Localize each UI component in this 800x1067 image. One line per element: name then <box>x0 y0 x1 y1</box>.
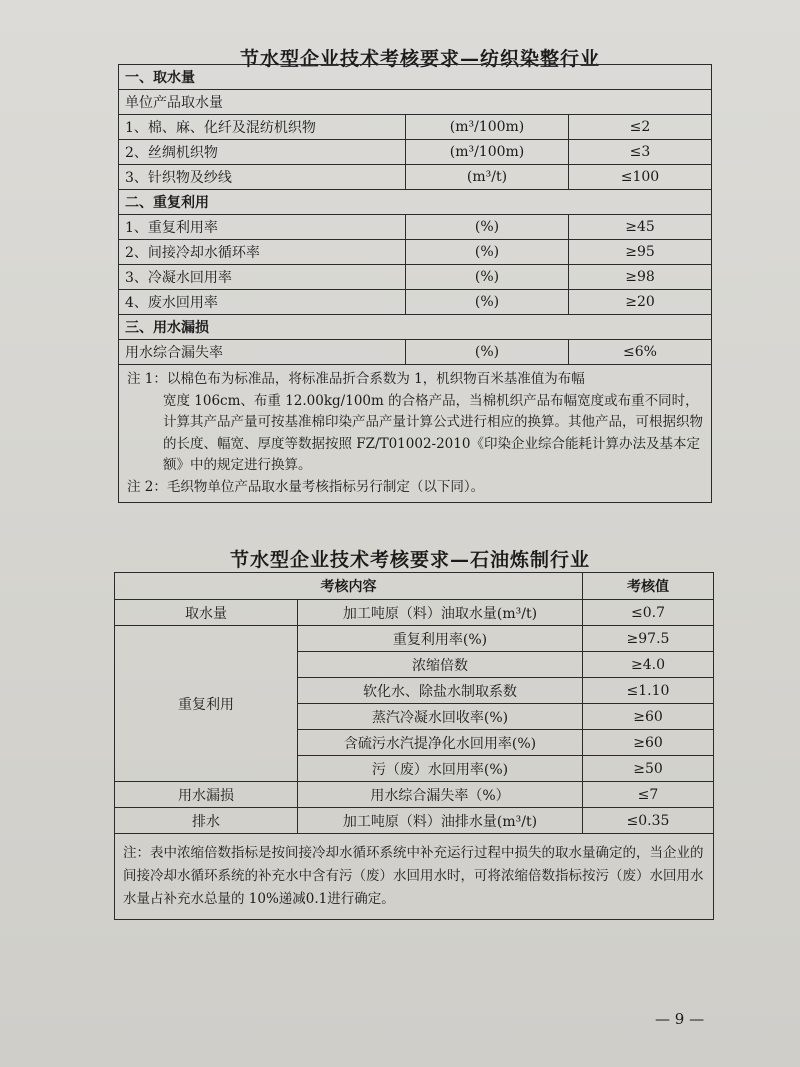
row-label: 3、冷凝水回用率 <box>119 265 406 290</box>
row-label: 2、丝绸机织物 <box>119 140 406 165</box>
value: ≤7 <box>583 782 714 808</box>
table-row <box>119 215 712 240</box>
sub-row <box>119 90 712 115</box>
row-value: ≥95 <box>569 240 712 265</box>
category-leakage: 用水漏损 <box>115 782 298 808</box>
table-row <box>115 808 714 834</box>
value: ≥60 <box>583 730 714 756</box>
item: 蒸汽冷凝水回收率(%) <box>298 704 583 730</box>
table-row <box>119 265 712 290</box>
row-unit: (m³/t) <box>406 165 569 190</box>
row-value: ≤6% <box>569 340 712 365</box>
section-row <box>119 190 712 215</box>
header-value: 考核值 <box>583 573 714 600</box>
value: ≤0.7 <box>583 600 714 626</box>
row-unit: (m³/100m) <box>406 115 569 140</box>
category-discharge: 排水 <box>115 808 298 834</box>
value: ≤0.35 <box>583 808 714 834</box>
item: 含硫污水汽提净化水回用率(%) <box>298 730 583 756</box>
value: ≥50 <box>583 756 714 782</box>
value: ≥60 <box>583 704 714 730</box>
note-row <box>119 365 712 503</box>
subsection-unit-intake: 单位产品取水量 <box>119 90 712 115</box>
table-row <box>115 600 714 626</box>
notes-cell <box>119 365 712 503</box>
section-intake: 一、取水量 <box>119 65 712 90</box>
row-unit: (%) <box>406 290 569 315</box>
table-row <box>115 782 714 808</box>
row-value: ≥20 <box>569 290 712 315</box>
note-1-first-line: 注 1：以棉色布为标准品，将标准品折合系数为 1，机织物百米基准值为布幅 <box>127 371 585 387</box>
table-row <box>119 340 712 365</box>
value: ≥97.5 <box>583 626 714 652</box>
item: 加工吨原（料）油取水量(m³/t) <box>298 600 583 626</box>
table-textile <box>118 64 712 503</box>
row-value: ≤3 <box>569 140 712 165</box>
item: 污（废）水回用率(%) <box>298 756 583 782</box>
page-number: — 9 — <box>655 1010 705 1028</box>
row-label: 2、间接冷却水循环率 <box>119 240 406 265</box>
note-1-body: 宽度 106cm、布重 12.00kg/100m 的合格产品，当棉机织产品布幅宽度或布重不同时，计算其产品产量可按基准棉印染产品产量计算公式进行相应的换算。其他产品，可根据织物的长度、幅宽、厚度等数据按照 FZ/T01002-2010《印染企业综合能耗计算办法及基本定额》中的规定进行换算。 <box>163 392 703 473</box>
table-row <box>119 290 712 315</box>
item: 用水综合漏失率（%） <box>298 782 583 808</box>
value: ≥4.0 <box>583 652 714 678</box>
table-row <box>119 165 712 190</box>
row-value: ≤100 <box>569 165 712 190</box>
note-2: 注 2：毛织物单位产品取水量考核指标另行制定（以下同）。 <box>127 478 485 495</box>
row-unit: (%) <box>406 265 569 290</box>
header-content: 考核内容 <box>115 573 583 600</box>
row-value: ≥45 <box>569 215 712 240</box>
row-unit: (%) <box>406 340 569 365</box>
section-row <box>119 315 712 340</box>
section-leakage: 三、用水漏损 <box>119 315 712 340</box>
header-row <box>115 573 714 600</box>
row-value: ≥98 <box>569 265 712 290</box>
table-row <box>119 115 712 140</box>
note-petroleum: 注：表中浓缩倍数指标是按间接冷却水循环系统中补充运行过程中损失的取水量确定的，当企业的间接冷却水循环系统的补充水中含有污（废）水回用水时，可将浓缩倍数指标按污（废）水回用水水量占补充水总量的 10%递减0.1进行确定。 <box>115 834 714 920</box>
item: 软化水、除盐水制取系数 <box>298 678 583 704</box>
row-label: 4、废水回用率 <box>119 290 406 315</box>
item: 重复利用率(%) <box>298 626 583 652</box>
row-label: 用水综合漏失率 <box>119 340 406 365</box>
section-reuse: 二、重复利用 <box>119 190 712 215</box>
row-unit: (%) <box>406 240 569 265</box>
table-row <box>115 626 714 652</box>
row-label: 1、重复利用率 <box>119 215 406 240</box>
row-value: ≤2 <box>569 115 712 140</box>
category-reuse: 重复利用 <box>115 626 298 782</box>
value: ≤1.10 <box>583 678 714 704</box>
title-textile: 节水型企业技术考核要求—纺织染整行业 <box>239 48 600 70</box>
row-unit: (m³/100m) <box>406 140 569 165</box>
row-unit: (%) <box>406 215 569 240</box>
table-row <box>119 240 712 265</box>
item: 加工吨原（料）油排水量(m³/t) <box>298 808 583 834</box>
item: 浓缩倍数 <box>298 652 583 678</box>
title-petroleum: 节水型企业技术考核要求—石油炼制行业 <box>229 549 590 571</box>
section-row <box>119 65 712 90</box>
row-label: 3、针织物及纱线 <box>119 165 406 190</box>
note-row <box>115 834 714 920</box>
category-intake: 取水量 <box>115 600 298 626</box>
table-petroleum <box>114 572 714 920</box>
table-row <box>119 140 712 165</box>
row-label: 1、棉、麻、化纤及混纺机织物 <box>119 115 406 140</box>
